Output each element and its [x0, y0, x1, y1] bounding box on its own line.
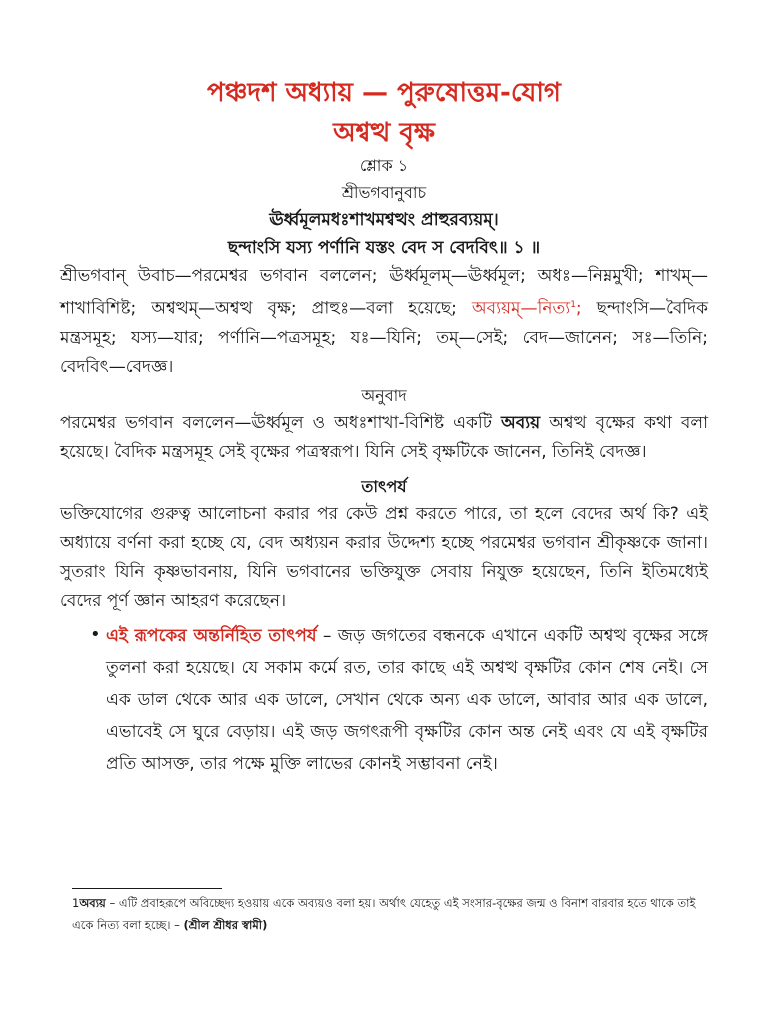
synonyms-paragraph	[60, 262, 708, 382]
verse-line-2: ছন্দাংসি যস্য পর্ণানি যস্তং বেদ স বেদবিৎ॥ ১ ॥	[227, 238, 541, 258]
bullet-text	[106, 620, 708, 780]
verse-line-1: ঊর্ধ্বমূলমধঃশাখমশ্বত্থং প্রাহুরব্যয়ম্।	[269, 210, 499, 230]
verse-speaker: শ্রীভগবানুবাচ	[341, 183, 427, 202]
chapter-title: পঞ্চদশ অধ্যায় — পুরুষোত্তম-যোগ	[207, 78, 561, 108]
purport-label: তাৎপর্য	[361, 476, 407, 496]
bullet-heading: এই রূপকের অন্তর্নিহিত তাৎপর্য	[106, 625, 317, 646]
translation-part-2: অশ্বত্থ বৃক্ষের কথা বলা হয়েছে। বৈদিক মন্ত্রসমূহ সেই বৃক্ষের পত্রস্বরূপ। যিনি সেই বৃক্ষটিকে জানেন, তিনিই বেদজ্ঞ।	[60, 412, 708, 462]
bullet-body: – জড় জগতের বন্ধনকে এখানে একটি অশ্বত্থ বৃক্ষের সঙ্গে তুলনা করা হয়েছে। যে সকাম কর্মে রত, তার কাছে এই অশ্বত্থ বৃক্ষটির কোন শেষ নেই। সে এক ডাল থেকে আর এক ডালে, সেখান থেকে অন্য এক ডালে, আবার আর এক ডালে, এভাবেই সে ঘুরে বেড়ায়। এই জড় জগৎরূপী বৃক্ষটির কোন অন্ত নেই এবং যে এই বৃক্ষটির প্রতি আসক্ত, তার পক্ষে মুক্তি লাভের কোনই সম্ভাবনা নেই।	[106, 625, 708, 774]
synonyms-highlight: অব্যয়ম্—নিত্য	[471, 298, 571, 319]
translation-label: অনুবাদ	[361, 385, 407, 405]
footnote-divider	[72, 888, 222, 889]
translation-paragraph	[60, 409, 708, 467]
bullet-icon: •	[90, 623, 101, 645]
footnote-number: 1	[72, 896, 80, 910]
purport-bullet	[60, 620, 708, 780]
document-page	[60, 72, 708, 780]
footnote-reference[interactable]: 1	[570, 300, 576, 310]
synonyms-highlight-end: ;	[575, 298, 582, 319]
verse-label: শ্লোক ১	[359, 156, 409, 175]
synonyms-part-2: ছন্দাংসি—বৈদিক মন্ত্রসমূহ; যস্য—যার; পর্ণানি—পত্রসমূহ; যঃ—যিনি; তম্—সেই; বেদ—জানেন; সঃ—তিনি; বেদবিৎ—বেদজ্ঞ।	[60, 298, 708, 377]
translation-bold-word: অব্যয়	[501, 412, 541, 433]
footnote	[72, 892, 704, 936]
footnote-source: (শ্রীল শ্রীধর স্বামী)	[183, 918, 268, 932]
footnote-term: অব্যয়	[79, 896, 106, 910]
translation-part-1: পরমেশ্বর ভগবান বললেন—ঊর্ধ্বমূল ও অধঃশাখা-বিশিষ্ট একটি	[60, 412, 502, 433]
synonyms-part-1: শ্রীভগবান্ উবাচ—পরমেশ্বর ভগবান বললেন; ঊর্ধ্বমূলম্—ঊর্ধ্বমূল; অধঃ—নিম্নমুখী; শাখম্—শাখাবিশিষ্ট; অশ্বত্থম্—অশ্বত্থ বৃক্ষ; প্রাহুঃ—বলা হয়েছে;	[60, 266, 708, 319]
purport-paragraph: ভক্তিযোগের গুরুত্ব আলোচনা করার পর কেউ প্রশ্ন করতে পারে, তা হলে বেদের অর্থ কি? এই অধ্যায়ে বর্ণনা করা হচ্ছে যে, বেদ অধ্যয়ন করার উদ্দেশ্য হচ্ছে পরমেশ্বর ভগবান শ্রীকৃষ্ণকে জানা। সুতরাং যিনি কৃষ্ণভাবনায়, যিনি ভগবানের ভক্তিযুক্ত সেবায় নিযুক্ত হয়েছেন, তিনি ইতিমধ্যেই বেদের পূর্ণ জ্ঞান আহরণ করেছেন।	[60, 503, 708, 611]
section-title: অশ্বত্থ বৃক্ষ	[333, 118, 435, 148]
footnote-text: – এটি প্রবাহরূপে অবিচ্ছেদ্য হওয়ায় একে অব্যয়ও বলা হয়। অর্থাৎ যেহেতু এই সংসার-বৃক্ষের জন্ম ও বিনাশ বারবার হতে থাকে তাই একে নিত্য বলা হচ্ছে। –	[72, 896, 696, 932]
